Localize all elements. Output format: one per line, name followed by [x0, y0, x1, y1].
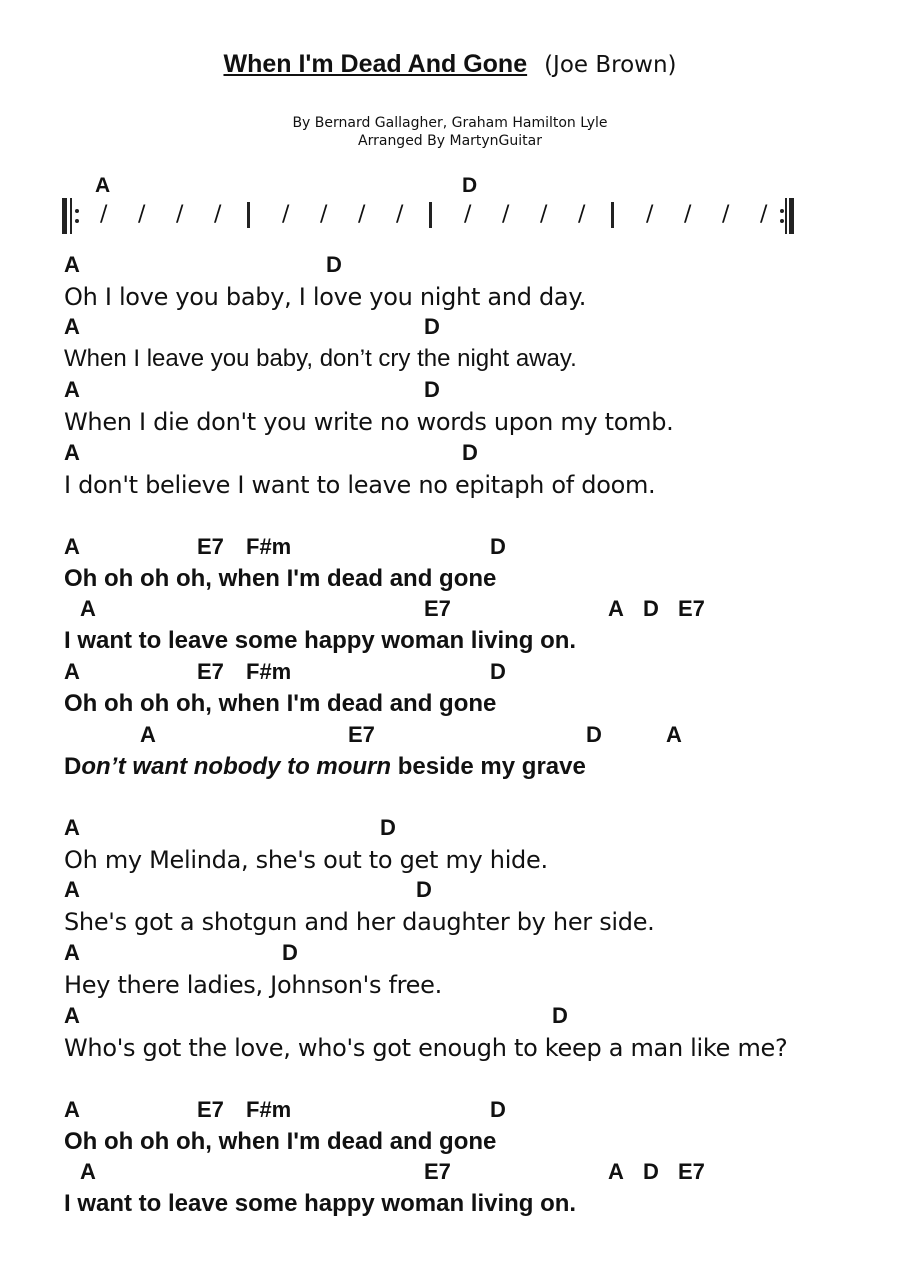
chord-symbol: D [643, 1159, 659, 1184]
chord-symbol: E7 [197, 534, 224, 559]
chord-symbol: E7 [348, 722, 375, 747]
beat-slash: / [502, 202, 510, 227]
lyric-line: Oh my Melinda, she's out to get my hide. [64, 846, 548, 874]
lyric-line: Who's got the love, who's got enough to keep a man like me? [64, 1034, 788, 1062]
chord-symbol: D [586, 722, 602, 747]
song-artist: (Joe Brown) [544, 52, 677, 78]
lyric-line: I don't believe I want to leave no epitaph of doom. [64, 471, 656, 499]
chord-symbol: A [64, 1003, 80, 1028]
intro-chord: A [95, 174, 111, 197]
lyric-line: Hey there ladies, Johnson's free. [64, 971, 442, 999]
chord-symbol: A [608, 596, 624, 621]
chorus-lyric-line: I want to leave some happy woman living on. [64, 1190, 577, 1217]
chord-symbol: D [416, 877, 432, 902]
chorus-lyric-line [64, 753, 586, 781]
beat-slash: / [100, 202, 108, 227]
chord-symbol: E7 [678, 596, 705, 621]
lyric-initial: D [64, 753, 82, 780]
chord-symbol: D [643, 596, 659, 621]
lyric-line: Oh I love you baby, I love you night and day. [64, 283, 587, 311]
chord-symbol: E7 [197, 659, 224, 684]
chord-symbol: A [608, 1159, 624, 1184]
chord-symbol: D [424, 377, 440, 402]
chord-symbol: A [64, 534, 80, 559]
beat-slash: / [646, 202, 654, 227]
beat-slash: / [138, 202, 146, 227]
song-header [0, 50, 900, 79]
chorus-lyric-line: Oh oh oh oh, when I'm dead and gone [64, 565, 497, 592]
beat-slash: / [684, 202, 692, 227]
chord-symbol: D [490, 1097, 506, 1122]
chord-symbol: A [140, 722, 156, 747]
chord-symbol: A [64, 377, 80, 402]
chord-symbol: E7 [678, 1159, 705, 1184]
chord-symbol: A [80, 1159, 96, 1184]
chord-symbol: A [80, 596, 96, 621]
chord-symbol: D [490, 659, 506, 684]
beat-slash: / [540, 202, 548, 227]
lyric-line: When I leave you baby, don’t cry the night away. [64, 345, 577, 372]
chord-symbol: D [552, 1003, 568, 1028]
chord-symbol: D [490, 534, 506, 559]
barline [247, 202, 250, 228]
lyric-line: When I die don't you write no words upon my tomb. [64, 408, 674, 436]
barline [611, 202, 614, 228]
chord-symbol: D [282, 940, 298, 965]
chord-symbol: A [64, 659, 80, 684]
beat-slash: / [176, 202, 184, 227]
chord-symbol: F#m [246, 1097, 292, 1122]
chord-symbol: F#m [246, 659, 292, 684]
chord-symbol: D [380, 815, 396, 840]
repeat-end-sign [780, 198, 794, 234]
beat-slash: / [358, 202, 366, 227]
chord-symbol: F#m [246, 534, 292, 559]
chord-symbol: A [64, 940, 80, 965]
chord-symbol: D [424, 314, 440, 339]
chord-symbol: A [64, 877, 80, 902]
song-title: When I'm Dead And Gone [223, 50, 528, 78]
chord-symbol: E7 [197, 1097, 224, 1122]
chorus-lyric-line: Oh oh oh oh, when I'm dead and gone [64, 690, 497, 717]
beat-slash: / [320, 202, 328, 227]
chord-symbol: D [326, 252, 342, 277]
chord-symbol: A [64, 1097, 80, 1122]
chorus-lyric-line: I want to leave some happy woman living on. [64, 627, 577, 654]
chord-symbol: A [64, 314, 80, 339]
chord-symbol: E7 [424, 596, 451, 621]
intro-chord: D [462, 174, 478, 197]
chord-symbol: A [666, 722, 682, 747]
beat-slash: / [578, 202, 586, 227]
chord-symbol: A [64, 440, 80, 465]
chorus-lyric-line: Oh oh oh oh, when I'm dead and gone [64, 1128, 497, 1155]
repeat-start-sign [62, 198, 76, 234]
lyric-italic-phrase: on’t want nobody to mourn [81, 753, 392, 780]
songwriter-credit: By Bernard Gallagher, Graham Hamilton Lyle [292, 115, 608, 131]
chord-symbol: D [462, 440, 478, 465]
lyric-ending: beside my grave [391, 753, 586, 780]
beat-slash: / [282, 202, 290, 227]
beat-slash: / [760, 202, 768, 227]
beat-slash: / [722, 202, 730, 227]
arranger-credit: Arranged By MartynGuitar [358, 133, 542, 149]
beat-slash: / [464, 202, 472, 227]
intro-rhythm-bars [62, 198, 802, 234]
chord-symbol: A [64, 815, 80, 840]
chord-symbol: E7 [424, 1159, 451, 1184]
chord-symbol: A [64, 252, 80, 277]
lyric-line: She's got a shotgun and her daughter by her side. [64, 908, 655, 936]
beat-slash: / [396, 202, 404, 227]
beat-slash: / [214, 202, 222, 227]
barline [429, 202, 432, 228]
